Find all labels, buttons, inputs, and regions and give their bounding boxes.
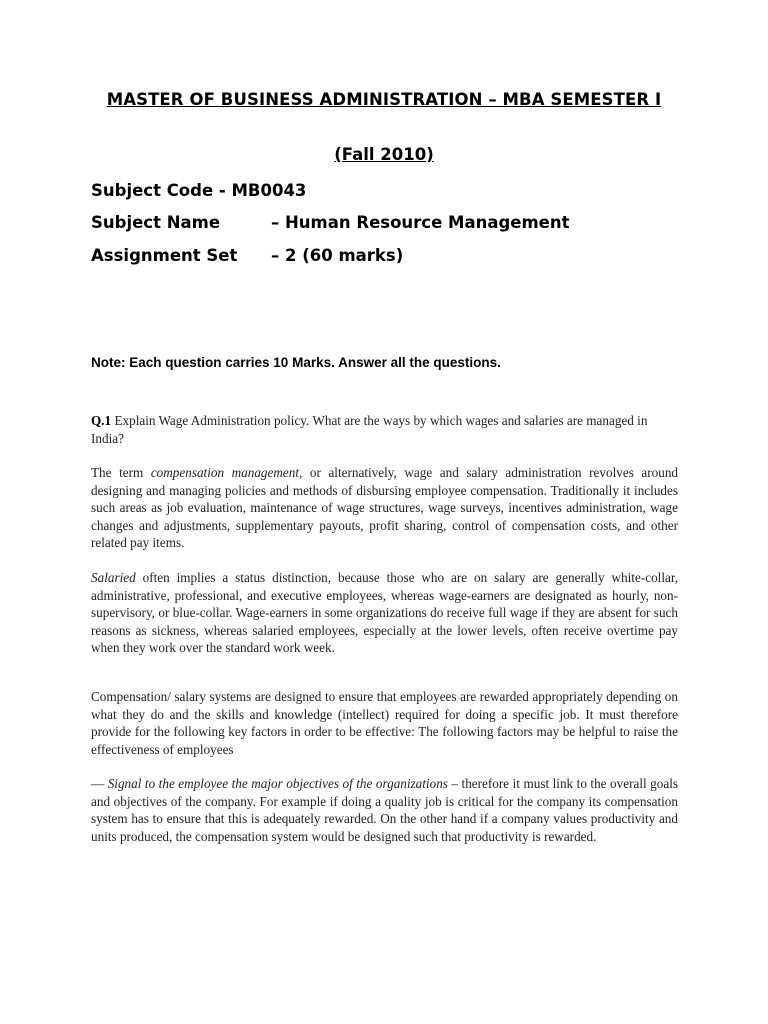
paragraph-4: [91, 775, 678, 845]
paragraph-4-emphasis: Signal to the employee the major objectives of the organizations: [107, 776, 448, 791]
paragraph-1-start: The term: [91, 465, 151, 480]
question-1: [91, 412, 678, 447]
instructions-note: Note: Each question carries 10 Marks. Answer all the questions.: [91, 355, 501, 370]
document-title: MASTER OF BUSINESS ADMINISTRATION – MBA SEMESTER I: [106, 90, 662, 109]
paragraph-3: Compensation/ salary systems are designed to ensure that employees are rewarded appropriately depending on what they do and the skills and knowledge (intellect) required for doing a specific job. It must therefore provide for the following key factors in order to be effective: The following factors may be helpful to raise the effectiveness of employees: [91, 689, 678, 757]
term-label: (Fall 2010): [334, 145, 434, 164]
paragraph-1-emphasis: compensation management: [150, 465, 300, 480]
subject-name-label: Subject Name: [91, 213, 221, 232]
paragraph-4-rest: – therefore it must link to the overall goals and objectives of the company. For example if doing a quality job is critical for the company its compensation system has to ensure that this is adequately rewarded. On the other hand if a company values productivity and units produced, the compensation system would be designed such that productivity is rewarded.: [91, 776, 678, 844]
assignment-set-value: – 2 (60 marks): [271, 246, 404, 265]
paragraph-4-dash: —: [91, 776, 108, 791]
paragraph-1-rest: , or alternatively, wage and salary administration revolves around designing and managing policies and methods of disbursing employee compensation. Traditionally it includes such areas as job evaluation, maintenance of wage structures, wage surveys, incentives administration, wage changes and adjustments, supplementary payouts, profit sharing, control of compensation costs, and other related pay items.: [91, 465, 679, 550]
question-number: Q.1: [91, 413, 112, 428]
subject-name-value: – Human Resource Management: [271, 213, 570, 232]
subject-name-row: [91, 213, 569, 232]
paragraph-2-rest: often implies a status distinction, because those who are on salary are generally white-collar, administrative, professional, and executive employees, whereas wage-earners are designated as hourly, non-supervisory, or blue-collar. Wage-earners in some organizations do receive full wage if they are absent for such reasons as sickness, whereas salaried employees, especially at the lower levels, often receive overtime pay when they work over the standard work week.: [91, 570, 678, 655]
subject-code: Subject Code - MB0043: [91, 181, 307, 200]
question-text: Explain Wage Administration policy. What are the ways by which wages and salaries are managed in India?: [91, 413, 648, 446]
paragraph-2: [91, 569, 678, 657]
assignment-set-row: [91, 246, 403, 265]
paragraph-1: [91, 464, 678, 552]
paragraph-2-emphasis: Salaried: [91, 570, 136, 585]
assignment-set-label: Assignment Set: [91, 246, 238, 265]
subject-code-row: [91, 181, 306, 200]
